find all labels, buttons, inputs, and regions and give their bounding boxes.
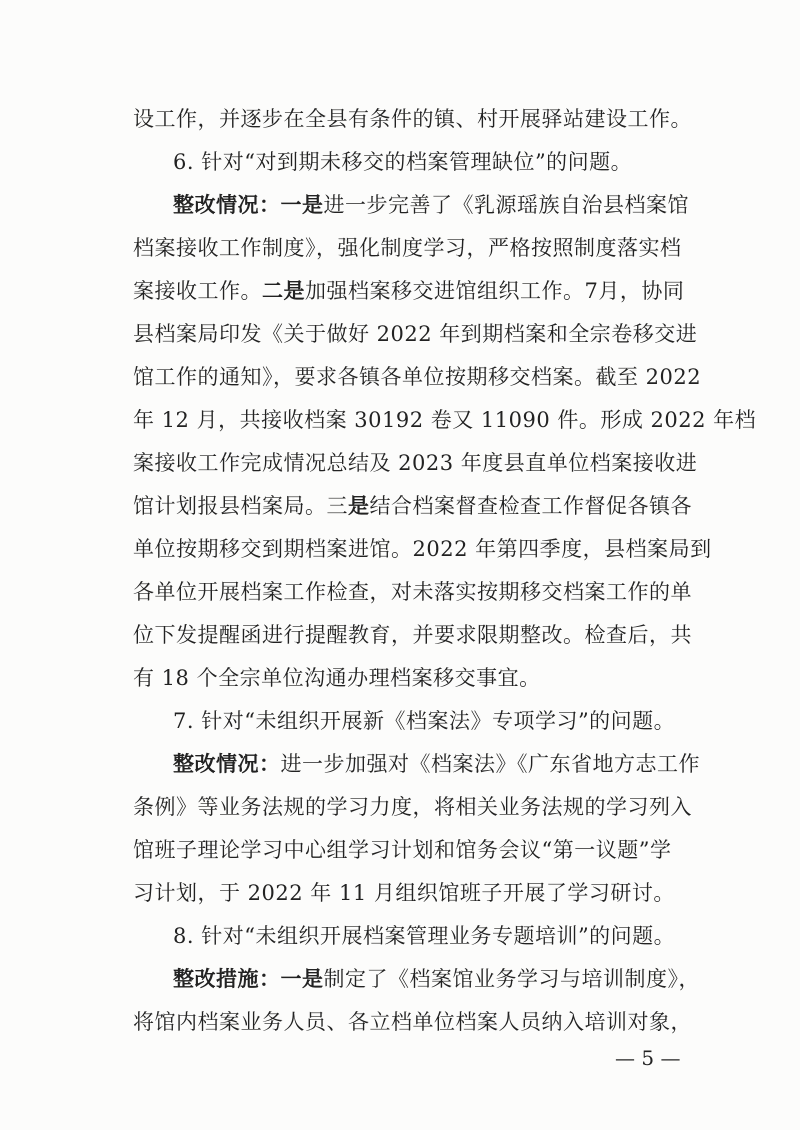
paragraph-6-line-8 bbox=[133, 494, 693, 518]
rectification-label: 整改情况： bbox=[173, 193, 281, 217]
heading-text: 7. 针对“未组织开展新《档案法》专项学习”的问题。 bbox=[173, 709, 676, 733]
paragraph-7-line-3 bbox=[133, 838, 693, 862]
text-line: 制定了《档案馆业务学习与培训制度》， bbox=[323, 967, 700, 991]
text-line: 习计划，于 2022 年 11 月组织馆班子开展了学习研讨。 bbox=[133, 881, 675, 905]
text-line: 结合档案督查检查工作督促各镇各 bbox=[369, 494, 692, 518]
rectification-label: 整改情况： bbox=[173, 752, 281, 776]
page-number: — 5 — bbox=[615, 1046, 681, 1070]
paragraph-6-line-12 bbox=[133, 666, 693, 690]
paragraph-6-line-9 bbox=[133, 537, 712, 561]
paragraph-6-line-10 bbox=[133, 580, 693, 604]
paragraph-6-line-6 bbox=[133, 408, 757, 432]
text-line: 单位按期移交到期档案进馆。2022 年第四季度，县档案局到 bbox=[133, 537, 712, 561]
section-heading-7 bbox=[173, 709, 733, 733]
paragraph-6-line-5 bbox=[133, 365, 702, 389]
text-line: 进一步加强对《档案法》《广东省地方志工作 bbox=[280, 752, 700, 776]
text-line: 县档案局印发《关于做好 2022 年到期档案和全宗卷移交进 bbox=[133, 322, 698, 346]
second-marker: 二是 bbox=[262, 279, 305, 303]
text-line: 案接收工作完成情况总结及 2023 年度县直单位档案接收进 bbox=[133, 451, 698, 475]
text-line: 馆班子理论学习中心组学习计划和馆务会议“第一议题”学 bbox=[133, 838, 672, 862]
paragraph-8-line-2 bbox=[133, 1010, 693, 1034]
text-line: 馆计划报县档案局。三 bbox=[133, 494, 348, 518]
text-line: 位下发提醒函进行提醒教育，并要求限期整改。检查后，共 bbox=[133, 623, 692, 647]
paragraph-6-line-11 bbox=[133, 623, 693, 647]
first-marker: 一是 bbox=[280, 967, 324, 991]
text-line: 条例》等业务法规的学习力度，将相关业务法规的学习列入 bbox=[133, 795, 692, 819]
section-heading-8 bbox=[173, 924, 733, 948]
text-line: 馆工作的通知》，要求各镇各单位按期移交档案。截至 2022 bbox=[133, 365, 702, 389]
text-line: 进一步完善了《乳源瑶族自治县档案馆 bbox=[323, 193, 689, 217]
paragraph-6-line-4 bbox=[133, 322, 698, 346]
text-line: 有 18 个全宗单位沟通办理档案移交事宜。 bbox=[133, 666, 541, 690]
text-line: 案接收工作。 bbox=[133, 279, 262, 303]
text-line: 将馆内档案业务人员、各立档单位档案人员纳入培训对象， bbox=[133, 1010, 692, 1034]
section-heading-6 bbox=[173, 150, 733, 174]
text-line: 各单位开展档案工作检查，对未落实按期移交档案工作的单 bbox=[133, 580, 692, 604]
text-line: 档案接收工作制度》，强化制度学习，严格按照制度落实档 bbox=[133, 236, 682, 260]
heading-text: 6. 针对“对到期未移交的档案管理缺位”的问题。 bbox=[173, 150, 633, 174]
paragraph-continuation bbox=[133, 107, 693, 131]
paragraph-6-line-3 bbox=[133, 279, 693, 303]
paragraph-6-line-1 bbox=[173, 193, 733, 217]
rectification-measures-label: 整改措施： bbox=[173, 967, 281, 991]
paragraph-7-line-2 bbox=[133, 795, 693, 819]
text-line: 年 12 月，共接收档案 30192 卷又 11090 件。形成 2022 年档 bbox=[133, 408, 757, 432]
first-marker: 一是 bbox=[280, 193, 324, 217]
heading-text: 8. 针对“未组织开展档案管理业务专题培训”的问题。 bbox=[173, 924, 676, 948]
paragraph-7-line-1 bbox=[173, 752, 733, 776]
text-line: 加强档案移交进馆组织工作。7月，协同 bbox=[305, 279, 685, 303]
text-line: 设工作，并逐步在全县有条件的镇、村开展驿站建设工作。 bbox=[133, 107, 692, 131]
paragraph-6-line-7 bbox=[133, 451, 698, 475]
third-marker: 是 bbox=[348, 494, 370, 518]
paragraph-7-line-4 bbox=[133, 881, 693, 905]
paragraph-8-line-1 bbox=[173, 967, 733, 991]
paragraph-6-line-2 bbox=[133, 236, 693, 260]
